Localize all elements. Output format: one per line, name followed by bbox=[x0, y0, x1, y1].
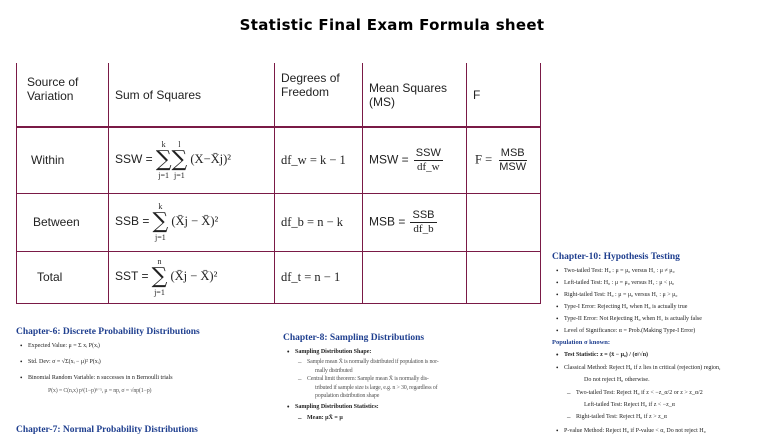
f-fraction bbox=[497, 147, 528, 174]
chapter-7-title: Chapter-7: Normal Probability Distributions bbox=[16, 425, 198, 435]
ssw-lhs: SSW = bbox=[115, 152, 153, 167]
list-item: – Two-tailed Test: Reject H₀ if z < −z_α/2 or z > z_α/2 bbox=[564, 387, 780, 399]
list-item: • Classical Method: Reject H₀ if z lies in critical (rejection) region, bbox=[564, 363, 780, 374]
msw-lhs: MSW = bbox=[369, 152, 409, 167]
population-known-label: Population σ known: bbox=[552, 339, 611, 346]
list-item: population distribution shape bbox=[315, 393, 380, 400]
lim-bot: j=1 bbox=[174, 171, 185, 181]
msb-lhs: MSB = bbox=[369, 213, 406, 228]
chapter-10-title: Chapter-10: Hypothesis Testing bbox=[552, 252, 680, 262]
sum-l-j1 bbox=[172, 140, 188, 180]
page-title: Statistic Final Exam Formula sheet bbox=[239, 16, 545, 34]
msw-fraction bbox=[414, 147, 443, 174]
empty-cell bbox=[467, 251, 541, 303]
anova-row-total bbox=[17, 251, 541, 303]
f-lhs: F = bbox=[475, 152, 493, 167]
list-item: tributed if sample size is large, e.g. n > 30, regardless of bbox=[315, 384, 438, 391]
empty-cell bbox=[467, 193, 541, 251]
chapter-10-section bbox=[552, 252, 780, 438]
ssb-body: (X̄j − X̄)² bbox=[171, 213, 219, 228]
chapter-6-title: Chapter-6: Discrete Probability Distributions bbox=[16, 327, 200, 337]
list-item: • Std. Dev: σ = √Σ(xᵢ − μ)² P(xᵢ) bbox=[28, 353, 266, 371]
list-item: • P-value Method: Reject H₀ if P-value < α, Do not reject H₀ bbox=[564, 424, 780, 438]
list-item: • Left-tailed Test: H₀ : μ = μ₀ versus H₁ : μ < μ₀ bbox=[564, 277, 780, 289]
sst-formula bbox=[109, 251, 275, 303]
list-item: • Sampling Distribution Shape: bbox=[295, 346, 533, 358]
dft-formula: df_t = n − 1 bbox=[275, 251, 363, 303]
list-item: – Central limit theorem: Sample mean X̄ is normally dis- bbox=[295, 375, 533, 384]
chapter-10-known-list bbox=[552, 347, 780, 438]
header-mean-squares: Mean Squares (MS) bbox=[363, 63, 467, 127]
list-item: Left-tailed Test: Reject H₀ if z < −z_α bbox=[584, 402, 675, 408]
list-item: mally distributed bbox=[315, 367, 353, 374]
anova-row-between bbox=[17, 193, 541, 251]
ssb-lhs: SSB = bbox=[115, 213, 150, 228]
sigma-icon: ∑ bbox=[171, 147, 188, 173]
anova-table bbox=[16, 63, 541, 304]
f-den: MSW bbox=[499, 160, 527, 173]
list-item: P(x) = C(n,x) pˣ(1−p)ⁿ⁻ˣ, μ = np, σ = √np(1−p) bbox=[48, 388, 152, 394]
dfw-formula: df_w = k − 1 bbox=[275, 127, 363, 193]
sst-body: (X̄j − X̄)² bbox=[170, 268, 218, 283]
msb-den: df_b bbox=[413, 222, 434, 235]
list-item: • Binomial Random Variable: n successes in n Bernoulli trials bbox=[28, 371, 266, 385]
dfb-formula: df_b = n − k bbox=[275, 193, 363, 251]
list-item: Do not reject H₀ otherwise. bbox=[584, 377, 650, 383]
chapter-6-list bbox=[16, 340, 266, 398]
source-within: Within bbox=[17, 127, 109, 193]
list-item: – Sample mean X̄ is normally distributed if population is nor- bbox=[295, 358, 533, 367]
source-between: Between bbox=[17, 193, 109, 251]
msb-num: SSB bbox=[412, 208, 435, 221]
anova-row-within bbox=[17, 127, 541, 193]
f-formula bbox=[467, 127, 541, 193]
header-f: F bbox=[467, 63, 541, 127]
list-item: • Right-tailed Test: H₀ : μ = μ₀ versus H₁ : μ > μ₀ bbox=[564, 289, 780, 301]
msw-num: SSW bbox=[415, 146, 441, 159]
lim-top: n bbox=[157, 257, 162, 266]
sigma-icon: ∑ bbox=[151, 264, 168, 289]
lim-top: l bbox=[178, 140, 181, 150]
header-source: Source of Variation bbox=[17, 63, 109, 127]
list-item: • Type-II Error: Not Rejecting H₀ when H₁ is actually false bbox=[564, 313, 780, 325]
chapter-6-section bbox=[16, 327, 266, 398]
msw-den: df_w bbox=[417, 160, 440, 173]
ssb-formula bbox=[109, 193, 275, 251]
list-item: – Right-tailed Test: Reject H₀ if z > z_α bbox=[564, 411, 780, 424]
header-degrees-of-freedom: Degrees of Freedom bbox=[275, 63, 363, 127]
sum-n-j1 bbox=[152, 257, 168, 297]
lim-top: k bbox=[158, 202, 163, 211]
anova-header-row bbox=[17, 63, 541, 127]
list-item: • Type-I Error: Rejecting H₀ when H₀ is actually true bbox=[564, 301, 780, 313]
f-num: MSB bbox=[500, 146, 525, 159]
msw-formula bbox=[363, 127, 467, 193]
lim-bot: j=1 bbox=[158, 171, 170, 181]
sigma-icon: ∑ bbox=[155, 147, 172, 173]
chapter-10-list bbox=[552, 265, 780, 337]
list-item: • Expected Value: μ = Σ xᵢ P(xᵢ) bbox=[28, 340, 266, 353]
list-item: • Sampling Distribution Statistics: bbox=[295, 401, 533, 414]
lim-bot: j=1 bbox=[154, 233, 166, 242]
sum-k-j1 bbox=[156, 140, 172, 180]
header-sum-of-squares: Sum of Squares bbox=[109, 63, 275, 127]
list-item: • Test Statistic: z = (x̄ − μ₀) / (σ/√n) bbox=[564, 347, 780, 363]
lim-bot: j=1 bbox=[154, 288, 165, 297]
msb-formula bbox=[363, 193, 467, 251]
list-item: – Mean: μX̄ = μ bbox=[295, 414, 533, 423]
list-item: • Two-tailed Test: H₀ : μ = μ₀ versus H₁ : μ ≠ μ₀ bbox=[564, 265, 780, 277]
source-total: Total bbox=[17, 251, 109, 303]
ssw-formula bbox=[109, 127, 275, 193]
sst-lhs: SST = bbox=[115, 268, 149, 283]
chapter-8-title: Chapter-8: Sampling Distributions bbox=[283, 333, 425, 343]
chapter-8-list bbox=[283, 346, 533, 423]
msb-fraction bbox=[410, 209, 436, 236]
lim-top: k bbox=[161, 140, 166, 150]
empty-cell bbox=[363, 251, 467, 303]
sigma-icon: ∑ bbox=[152, 209, 169, 234]
chapter-7-section bbox=[16, 425, 266, 438]
chapter-8-section bbox=[283, 333, 533, 423]
list-item: • Level of Significance: α = Prob.(Making Type-I Error) bbox=[564, 325, 780, 337]
sum-k-j1 bbox=[152, 202, 168, 242]
ssw-body: (X−X̄j)² bbox=[190, 152, 232, 167]
